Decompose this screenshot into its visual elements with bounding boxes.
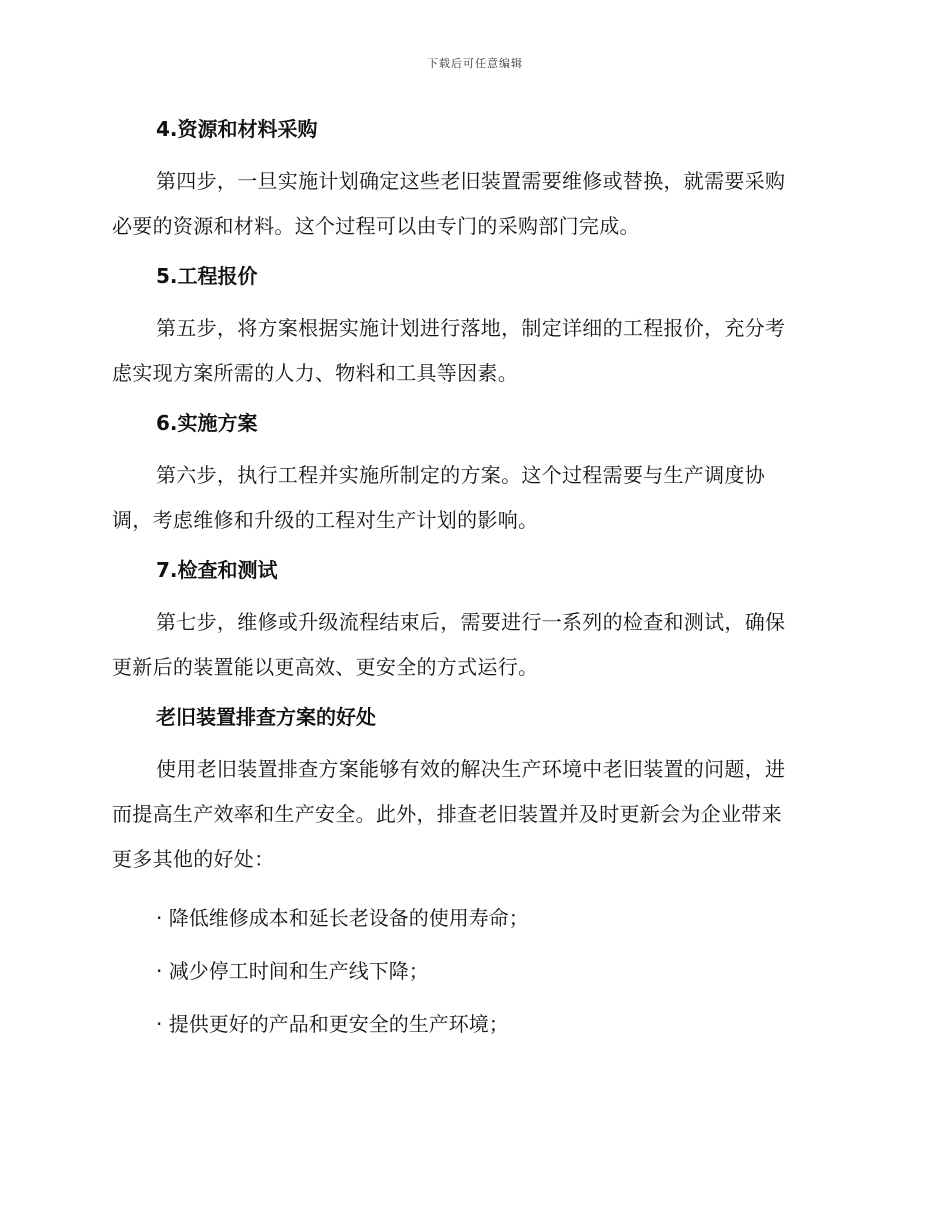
section-heading-benefits: 老旧装置排查方案的好处 — [156, 705, 376, 729]
paragraph-line: 虑实现方案所需的人力、物料和工具等因素。 — [112, 361, 518, 385]
paragraph-line: 调，考虑维修和升级的工程对生产计划的影响。 — [112, 508, 539, 532]
section-heading-implementation: 6.实施方案 — [156, 411, 258, 435]
section-paragraph-procurement — [112, 159, 832, 249]
document-body — [112, 112, 832, 1060]
list-item: · 提供更好的产品和更安全的生产环境； — [156, 1012, 509, 1036]
section-paragraph-quotation — [112, 306, 832, 396]
section-heading-procurement: 4.资源和材料采购 — [156, 117, 318, 141]
paragraph-line: 而提高生产效率和生产安全。此外，排查老旧装置并及时更新会为企业带来 — [112, 802, 782, 826]
paragraph-line: 使用老旧装置排查方案能够有效的解决生产环境中老旧装置的问题，进 — [156, 757, 786, 781]
list-item: · 降低维修成本和延长老设备的使用寿命； — [156, 906, 529, 930]
section-paragraph-implementation — [112, 453, 832, 543]
paragraph-line: 第五步，将方案根据实施计划进行落地，制定详细的工程报价，充分考 — [156, 316, 786, 340]
paragraph-line: 第七步，维修或升级流程结束后，需要进行一系列的检查和测试，确保 — [156, 610, 786, 634]
paragraph-line: 更多其他的好处： — [112, 847, 275, 871]
paragraph-line: 第四步，一旦实施计划确定这些老旧装置需要维修或替换，就需要采购 — [156, 169, 786, 193]
section-paragraph-benefits — [112, 747, 832, 882]
benefits-list — [112, 901, 832, 1041]
list-item: · 减少停工时间和生产线下降； — [156, 959, 429, 983]
section-heading-quotation: 5.工程报价 — [156, 264, 258, 288]
page-header: 下载后可任意编辑 — [427, 57, 523, 70]
paragraph-line: 第六步，执行工程并实施所制定的方案。这个过程需要与生产调度协 — [156, 463, 765, 487]
paragraph-line: 必要的资源和材料。这个过程可以由专门的采购部门完成。 — [112, 214, 640, 238]
paragraph-line: 更新后的装置能以更高效、更安全的方式运行。 — [112, 655, 539, 679]
section-heading-inspection: 7.检查和测试 — [156, 558, 278, 582]
section-paragraph-inspection — [112, 600, 832, 690]
